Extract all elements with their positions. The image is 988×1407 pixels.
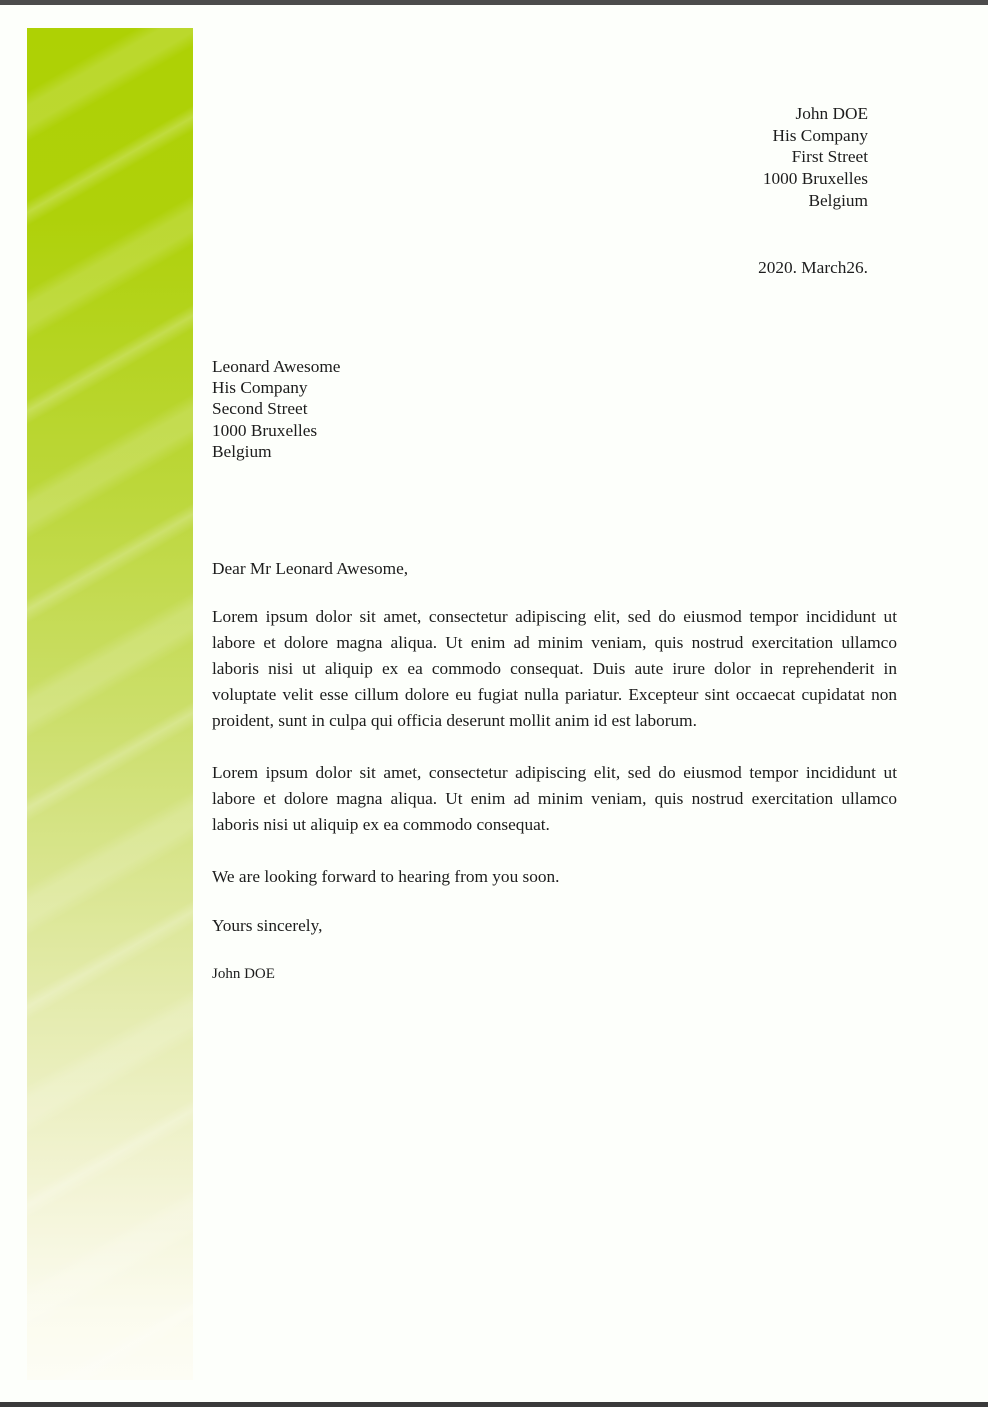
- sender-country: Belgium: [808, 190, 868, 210]
- salutation: Dear Mr Leonard Awesome,: [212, 559, 409, 578]
- letter-date: 2020. March26.: [758, 258, 868, 277]
- closing-line: We are looking forward to hearing from you soon.: [212, 867, 560, 886]
- recipient-address-block: [212, 356, 340, 462]
- recipient-city: 1000 Bruxelles: [212, 420, 318, 440]
- sender-company: His Company: [772, 125, 868, 145]
- sender-address-block: [763, 103, 868, 212]
- body-paragraph-2: Lorem ipsum dolor sit amet, consectetur adipiscing elit, sed do eiusmod tempor incididunt ut labore et dolore magna aliqua. Ut enim ad minim veniam, quis nostrud exercitation ullamco laboris nisi ut aliquip ex ea commodo consequat.: [212, 763, 897, 834]
- sender-street: First Street: [791, 147, 868, 167]
- sender-name: John DOE: [795, 104, 868, 123]
- recipient-street: Second Street: [212, 399, 308, 419]
- green-gradient-sidebar: [27, 28, 193, 1380]
- sender-city: 1000 Bruxelles: [762, 169, 868, 189]
- recipient-name: Leonard Awesome: [212, 357, 341, 376]
- body-paragraph-1: Lorem ipsum dolor sit amet, consectetur adipiscing elit, sed do eiusmod tempor incididunt ut labore et dolore magna aliqua. Ut enim ad minim veniam, quis nostrud exercitation ullamco laboris nisi ut aliquip ex ea commodo consequat. Duis aute irure dolor in reprehenderit in voluptate velit esse cillum dolore eu fugiat nulla pariatur. Excepteur sint occaecat cupidatat non proident, sunt in culpa qui officia deserunt mollit anim id est laborum.: [212, 607, 897, 730]
- top-edge-bar: [0, 0, 988, 5]
- valediction: Yours sincerely,: [212, 916, 323, 935]
- bottom-edge-bar: [0, 1402, 988, 1407]
- signature-name: John DOE: [212, 966, 275, 982]
- recipient-country: Belgium: [212, 441, 272, 461]
- letter-body: [212, 556, 897, 987]
- recipient-company: His Company: [212, 378, 308, 398]
